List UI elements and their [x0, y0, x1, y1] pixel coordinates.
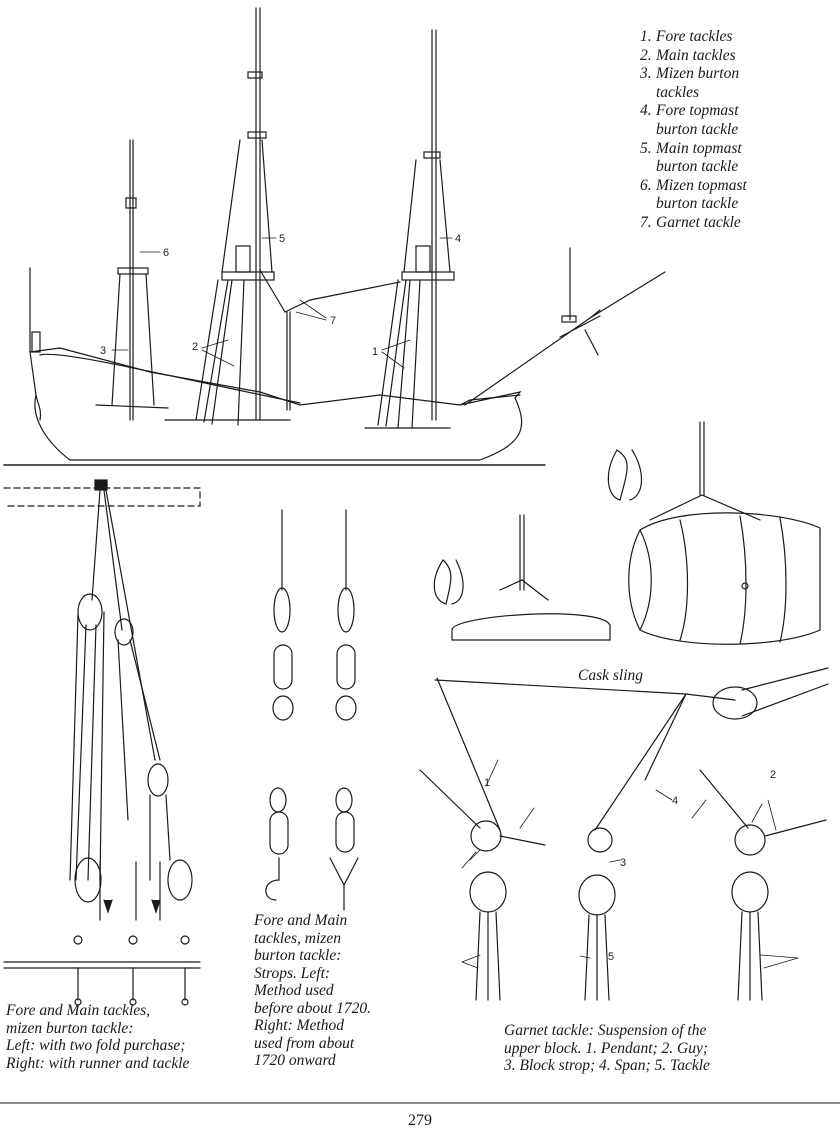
caption-line: mizen burton tackle:: [6, 1019, 134, 1037]
legend-text: burton tackle: [656, 195, 739, 213]
legend-item: [640, 214, 830, 233]
ship-callout-1: 1: [372, 346, 379, 358]
legend-text: Garnet tackle: [656, 213, 741, 231]
legend-text: Fore topmast: [656, 102, 739, 120]
strops-diagram: [266, 510, 358, 910]
caption-line: Method used: [254, 982, 334, 999]
legend-text: Main tackles: [656, 46, 736, 64]
legend-text: Main topmast: [656, 139, 742, 157]
caption-line: tackles, mizen: [254, 929, 341, 947]
ship-callout-3: 3: [100, 345, 107, 357]
ship-callout-6: 6: [163, 247, 170, 259]
caption-line: Garnet tackle: Suspension of the: [504, 1022, 707, 1039]
legend-text: Mizen burton: [656, 65, 740, 83]
ship-callout-5: 5: [279, 233, 286, 245]
tackle-purchase-diagram: [4, 480, 200, 1005]
mizen-mast: [96, 140, 168, 420]
legend-item: [640, 140, 830, 177]
legend-text: burton tackle: [656, 158, 739, 176]
legend-item: [640, 28, 830, 47]
caption-line: used from about: [254, 1034, 355, 1052]
cask-barrel: [629, 513, 820, 644]
garnet-blocks: [470, 872, 768, 1000]
ship-callout-2: 2: [192, 341, 199, 353]
caption-line: Fore and Main: [254, 912, 348, 929]
caption-line: Left: with two fold purchase;: [6, 1037, 186, 1054]
legend-item: [640, 102, 830, 139]
legend-item: [640, 65, 830, 102]
garnet-callout-labels: [484, 769, 776, 963]
garnet-callout-tackle: 5: [608, 951, 615, 963]
fore-mast: [365, 30, 454, 428]
caption-line: Cask sling: [578, 667, 644, 684]
garnet-tackle-diagram: [420, 668, 828, 1000]
bowsprit: [465, 272, 665, 405]
caption-line: Right: with runner and tackle: [6, 1054, 190, 1072]
legend-text: Mizen topmast: [656, 176, 747, 194]
garnet-callout-guy: 2: [770, 769, 777, 781]
legend-list: [640, 28, 830, 233]
caption-line: burton tackle:: [254, 947, 342, 964]
caption-middle: [254, 912, 371, 1070]
legend-text: tackles: [656, 83, 700, 101]
caption-line: 3. Block strop; 4. Span; 5. Tackle: [504, 1057, 710, 1074]
caption-line: Strops. Left:: [254, 964, 331, 982]
legend-number: 1.: [640, 28, 652, 45]
garnet-tackle-span: [260, 270, 400, 312]
legend-number: 3.: [640, 65, 652, 83]
legend-text: Fore tackles: [656, 28, 733, 45]
legend-number: 4.: [640, 102, 652, 120]
caption-line: 1720 onward: [254, 1052, 336, 1069]
caption-line: Right: Method: [254, 1017, 344, 1034]
legend-text: burton tackle: [656, 120, 739, 138]
garnet-callout-block-strop: 3: [620, 857, 627, 869]
caption-line: before about 1720.: [254, 999, 371, 1017]
legend-item: [640, 177, 830, 214]
caption-garnet-tackle: [504, 1022, 710, 1075]
page-number: 279: [408, 1112, 432, 1129]
legend-number: 2.: [640, 46, 652, 64]
legend-number: 5.: [640, 139, 652, 157]
ship-diagram: [30, 8, 665, 460]
legend-number: 6.: [640, 176, 652, 194]
caption-line: upper block. 1. Pendant; 2. Guy;: [504, 1039, 709, 1057]
garnet-callout-pendant: 1: [484, 777, 491, 789]
legend-item: [640, 47, 830, 66]
legend-number: 7.: [640, 213, 652, 231]
caption-left: [6, 1002, 189, 1072]
caption-line: Fore and Main tackles,: [6, 1002, 151, 1019]
ship-callout-7: 7: [330, 315, 337, 327]
ship-hull: [30, 348, 522, 460]
ship-callout-4: 4: [455, 233, 462, 245]
caption-cask-sling: [578, 667, 643, 685]
garnet-callout-span: 4: [672, 795, 679, 807]
